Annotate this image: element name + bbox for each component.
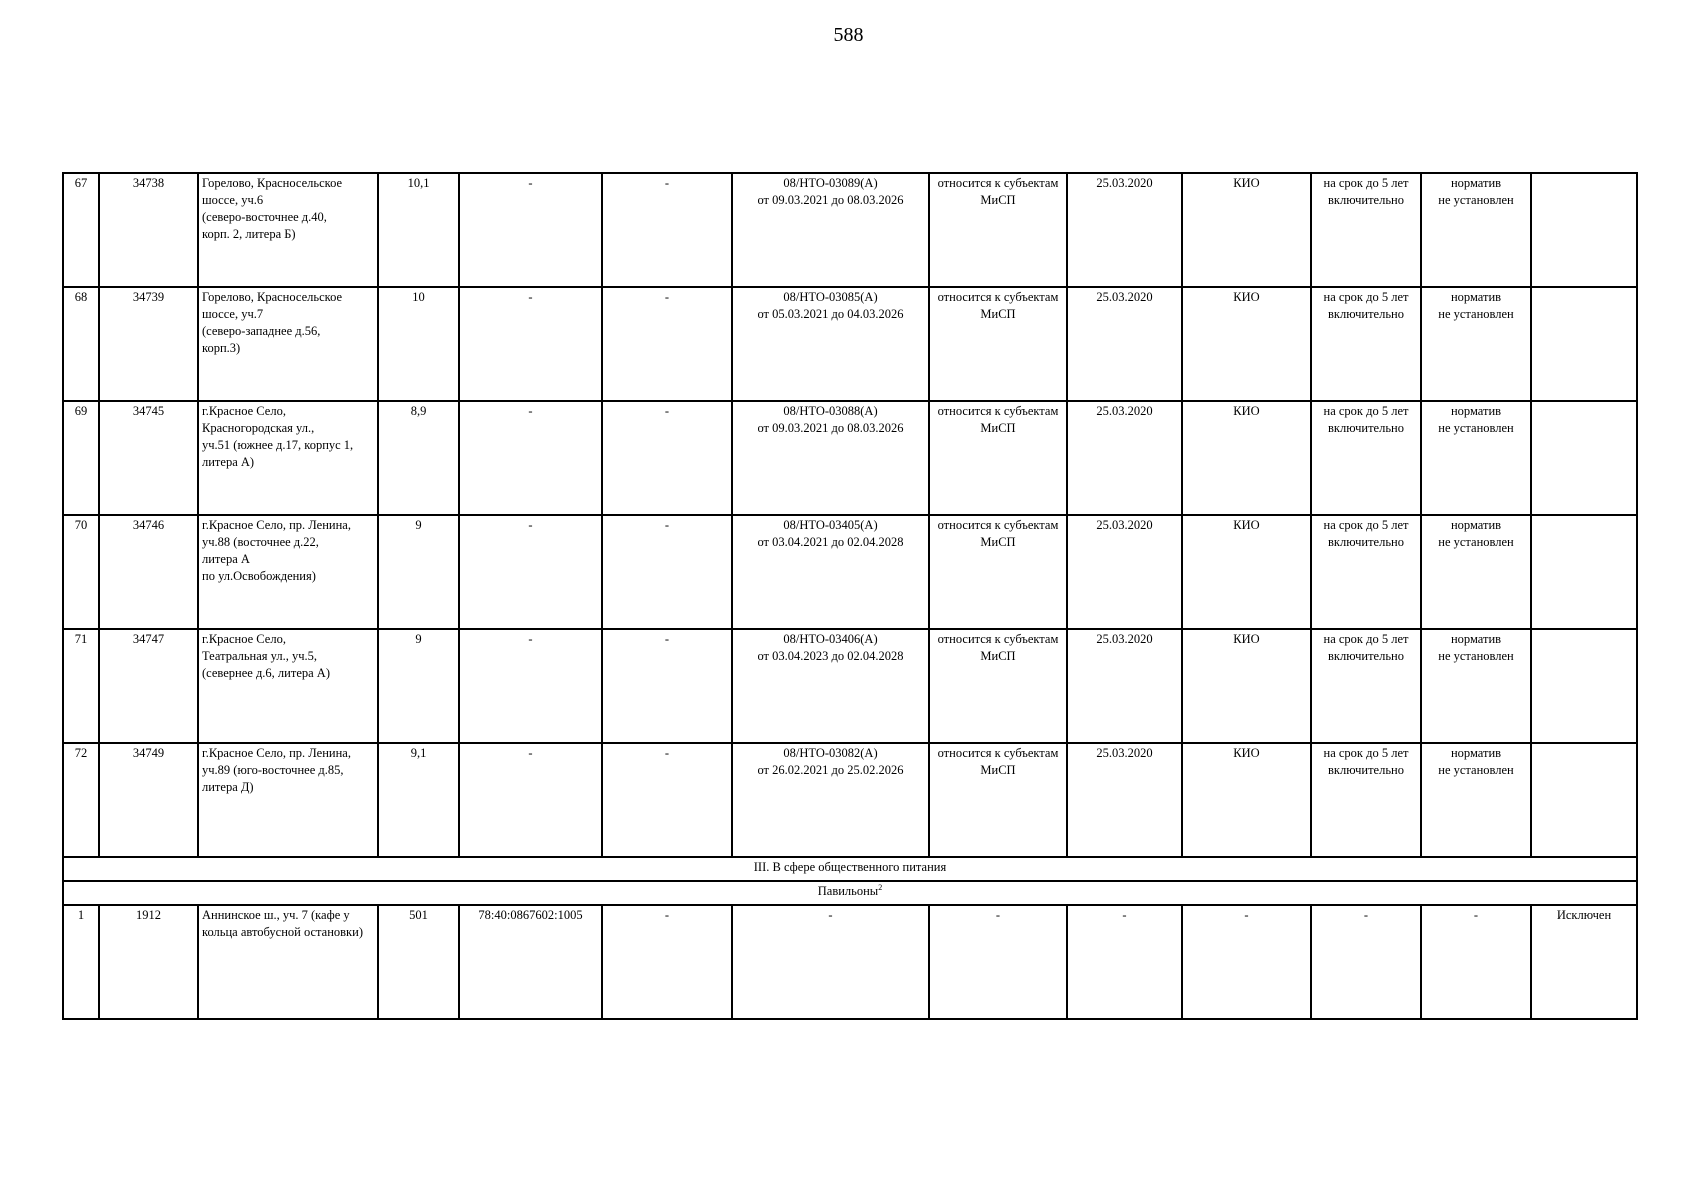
subject-status-cell: относится к субъектам МиСП [929, 743, 1067, 857]
note-cell [1531, 401, 1637, 515]
area-cell: 8,9 [378, 401, 459, 515]
cadastral-number-cell: - [459, 743, 602, 857]
contract-cell: 08/НТО-03088(А) от 09.03.2021 до 08.03.2026 [732, 401, 929, 515]
address-cell: Горелово, Красносельское шоссе, уч.7 (северо-западнее д.56, корп.3) [198, 287, 378, 401]
register-table [62, 172, 1638, 1020]
address-cell: г.Красное Село, Театральная ул., уч.5, (севернее д.6, литера А) [198, 629, 378, 743]
date-cell: 25.03.2020 [1067, 515, 1182, 629]
row-number-cell: 67 [63, 173, 99, 287]
subject-status-cell: - [929, 905, 1067, 1019]
organization-cell: КИО [1182, 743, 1311, 857]
column-5-cell: - [602, 905, 732, 1019]
area-cell: 9 [378, 515, 459, 629]
column-5-cell: - [602, 629, 732, 743]
area-cell: 9 [378, 629, 459, 743]
cadastral-number-cell: - [459, 173, 602, 287]
date-cell: 25.03.2020 [1067, 743, 1182, 857]
cadastral-number-cell: 78:40:0867602:1005 [459, 905, 602, 1019]
column-5-cell: - [602, 287, 732, 401]
cadastral-number-cell: - [459, 629, 602, 743]
note-cell [1531, 173, 1637, 287]
norm-cell: норматив не установлен [1421, 629, 1531, 743]
table-row [63, 173, 1637, 287]
row-number-cell: 69 [63, 401, 99, 515]
term-cell: на срок до 5 лет включительно [1311, 401, 1421, 515]
note-cell [1531, 515, 1637, 629]
term-cell: на срок до 5 лет включительно [1311, 629, 1421, 743]
area-cell: 10 [378, 287, 459, 401]
column-5-cell: - [602, 173, 732, 287]
contract-cell: - [732, 905, 929, 1019]
term-cell: на срок до 5 лет включительно [1311, 173, 1421, 287]
footnote-marker: 2 [878, 882, 883, 892]
cadastral-number-cell: - [459, 287, 602, 401]
column-5-cell: - [602, 401, 732, 515]
date-cell: 25.03.2020 [1067, 629, 1182, 743]
area-cell: 9,1 [378, 743, 459, 857]
area-cell: 10,1 [378, 173, 459, 287]
organization-cell: КИО [1182, 287, 1311, 401]
table-row [63, 629, 1637, 743]
column-5-cell: - [602, 743, 732, 857]
section-row [63, 857, 1637, 881]
norm-cell: норматив не установлен [1421, 515, 1531, 629]
object-id-cell: 1912 [99, 905, 198, 1019]
organization-cell: КИО [1182, 173, 1311, 287]
page-number: 588 [833, 24, 864, 46]
norm-cell: норматив не установлен [1421, 401, 1531, 515]
address-cell: Горелово, Красносельское шоссе, уч.6 (северо-восточнее д.40, корп. 2, литера Б) [198, 173, 378, 287]
section-title: III. В сфере общественного питания [63, 857, 1637, 881]
subject-status-cell: относится к субъектам МиСП [929, 287, 1067, 401]
object-id-cell: 34746 [99, 515, 198, 629]
object-id-cell: 34745 [99, 401, 198, 515]
contract-cell: 08/НТО-03406(А) от 03.04.2023 до 02.04.2028 [732, 629, 929, 743]
note-cell: Исключен [1531, 905, 1637, 1019]
row-number-cell: 68 [63, 287, 99, 401]
address-cell: Аннинское ш., уч. 7 (кафе у кольца автобусной остановки) [198, 905, 378, 1019]
date-cell: 25.03.2020 [1067, 287, 1182, 401]
row-number-cell: 72 [63, 743, 99, 857]
date-cell: 25.03.2020 [1067, 401, 1182, 515]
organization-cell: - [1182, 905, 1311, 1019]
norm-cell: - [1421, 905, 1531, 1019]
subject-status-cell: относится к субъектам МиСП [929, 629, 1067, 743]
norm-cell: норматив не установлен [1421, 173, 1531, 287]
subject-status-cell: относится к субъектам МиСП [929, 515, 1067, 629]
norm-cell: норматив не установлен [1421, 743, 1531, 857]
organization-cell: КИО [1182, 401, 1311, 515]
organization-cell: КИО [1182, 629, 1311, 743]
row-number-cell: 1 [63, 905, 99, 1019]
row-number-cell: 71 [63, 629, 99, 743]
table-row [63, 287, 1637, 401]
note-cell [1531, 743, 1637, 857]
norm-cell: норматив не установлен [1421, 287, 1531, 401]
note-cell [1531, 629, 1637, 743]
table-row [63, 401, 1637, 515]
contract-cell: 08/НТО-03082(А) от 26.02.2021 до 25.02.2026 [732, 743, 929, 857]
object-id-cell: 34747 [99, 629, 198, 743]
table-row [63, 905, 1637, 1019]
term-cell: на срок до 5 лет включительно [1311, 515, 1421, 629]
term-cell: на срок до 5 лет включительно [1311, 743, 1421, 857]
object-id-cell: 34739 [99, 287, 198, 401]
row-number-cell: 70 [63, 515, 99, 629]
term-cell: на срок до 5 лет включительно [1311, 287, 1421, 401]
object-id-cell: 34738 [99, 173, 198, 287]
address-cell: г.Красное Село, пр. Ленина, уч.88 (восточнее д.22, литера А по ул.Освобождения) [198, 515, 378, 629]
subject-status-cell: относится к субъектам МиСП [929, 173, 1067, 287]
subject-status-cell: относится к субъектам МиСП [929, 401, 1067, 515]
contract-cell: 08/НТО-03085(А) от 05.03.2021 до 04.03.2026 [732, 287, 929, 401]
subsection-title: Павильоны [817, 884, 879, 898]
address-cell: г.Красное Село, пр. Ленина, уч.89 (юго-восточнее д.85, литера Д) [198, 743, 378, 857]
organization-cell: КИО [1182, 515, 1311, 629]
date-cell: 25.03.2020 [1067, 173, 1182, 287]
date-cell: - [1067, 905, 1182, 1019]
note-cell [1531, 287, 1637, 401]
table-row [63, 515, 1637, 629]
subsection-row [63, 881, 1637, 905]
contract-cell: 08/НТО-03405(А) от 03.04.2021 до 02.04.2028 [732, 515, 929, 629]
column-5-cell: - [602, 515, 732, 629]
contract-cell: 08/НТО-03089(А) от 09.03.2021 до 08.03.2026 [732, 173, 929, 287]
table-row [63, 743, 1637, 857]
object-id-cell: 34749 [99, 743, 198, 857]
term-cell: - [1311, 905, 1421, 1019]
address-cell: г.Красное Село, Красногородская ул., уч.51 (южнее д.17, корпус 1, литера А) [198, 401, 378, 515]
area-cell: 501 [378, 905, 459, 1019]
cadastral-number-cell: - [459, 515, 602, 629]
cadastral-number-cell: - [459, 401, 602, 515]
subsection-cell [63, 881, 1637, 905]
